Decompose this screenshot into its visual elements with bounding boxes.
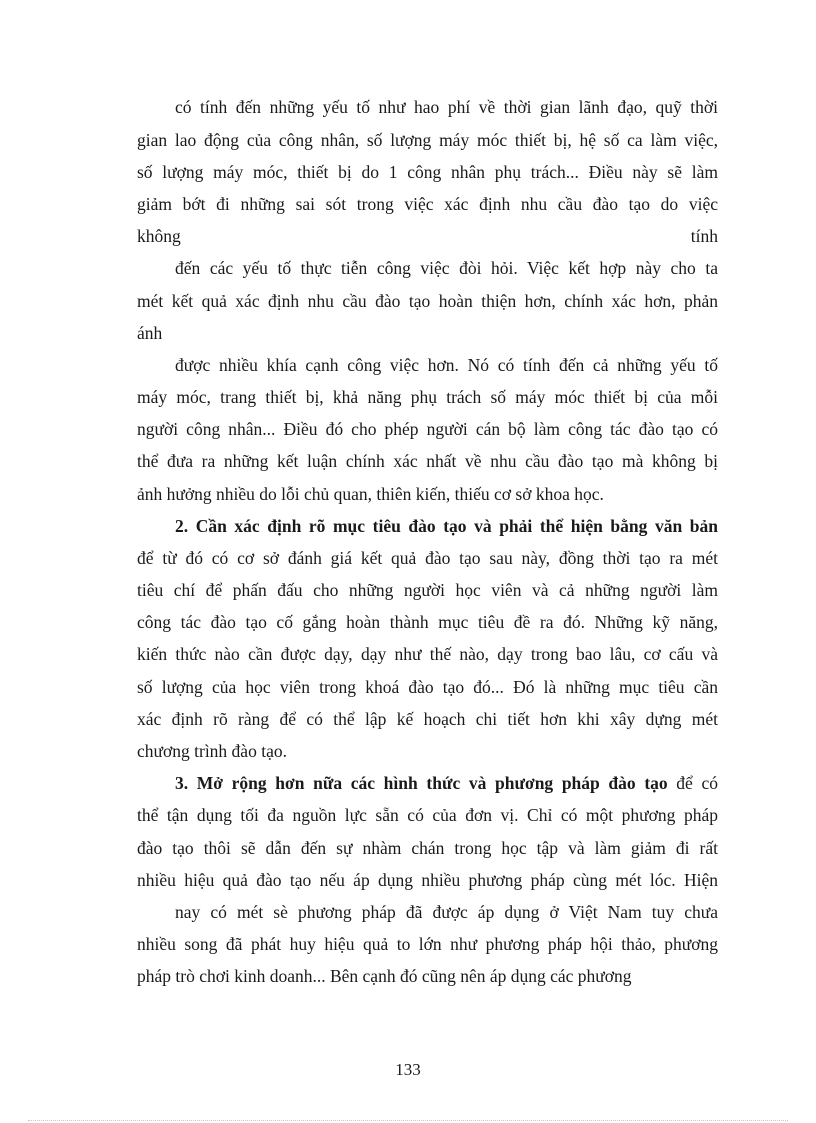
paragraph-line: nay có mét sè phương pháp đã được áp dụng ở Việt Nam tuy chưa: [175, 902, 718, 922]
paragraph-line: đến các yếu tố thực tiễn công việc đòi hỏi. Việc kết hợp này cho ta: [175, 258, 718, 278]
paragraph-line: thể tận dụng tối đa nguồn lực sẵn có của đơn vị. Chỉ có một phương pháp: [137, 805, 718, 825]
paragraph-line: số lượng của học viên trong khoá đào tạo đó... Đó là những mục tiêu cần: [137, 677, 718, 697]
paragraph-line: giảm bớt đi những sai sót trong việc xác định nhu cầu đào tạo do việc: [137, 194, 718, 214]
paragraph-line: số lượng máy móc, thiết bị do 1 công nhân phụ trách... Điều này sẽ làm: [137, 162, 718, 182]
paragraph-line: người công nhân... Điều đó cho phép người cán bộ làm công tác đào tạo có: [137, 419, 718, 439]
section-heading-3: [175, 772, 718, 794]
paragraph-line: nhiều song đã phát huy hiệu quả to lớn như phương pháp hội thảo, phương: [137, 934, 718, 954]
paragraph-line: pháp trò chơi kinh doanh... Bên cạnh đó cũng nên áp dụng các phương: [137, 966, 632, 986]
paragraph-line: mét kết quả xác định nhu cầu đào tạo hoàn thiện hơn, chính xác hơn, phản: [137, 291, 718, 311]
paragraph-line: ảnh hưởng nhiều do lỗi chủ quan, thiên kiến, thiếu cơ sở khoa học.: [137, 484, 604, 504]
paragraph-line: xác định rõ ràng để có thể lập kế hoạch chi tiết hơn khi xây dựng mét: [137, 709, 718, 729]
section-heading-3-rest: để có: [667, 773, 718, 793]
paragraph-line: tiêu chí để phấn đấu cho những người học viên và cả những người làm: [137, 580, 718, 600]
paragraph-line: được nhiều khía cạnh công việc hơn. Nó có tính đến cả những yếu tố: [175, 355, 718, 375]
section-heading-3-bold: 3. Mở rộng hơn nữa các hình thức và phương pháp đào tạo: [175, 773, 668, 793]
page-number: 133: [395, 1060, 421, 1079]
paragraph-line: công tác đào tạo cố gắng hoàn thành mục tiêu đề ra đó. Những kỹ năng,: [137, 612, 718, 632]
paragraph-line: ánh: [137, 323, 163, 343]
paragraph-line: đào tạo thôi sẽ dẫn đến sự nhàm chán trong học tập và làm giảm đi rất: [137, 838, 718, 858]
paragraph-line: gian lao động của công nhân, số lượng máy móc thiết bị, hệ số ca làm việc,: [137, 130, 718, 150]
paragraph-line: để từ đó có cơ sở đánh giá kết quả đào tạo sau này, đồng thời tạo ra mét: [137, 548, 718, 568]
paragraph-line: máy móc, trang thiết bị, khả năng phụ trách số máy móc thiết bị của mỗi: [137, 387, 718, 407]
paragraph-line: nhiều hiệu quả đào tạo nếu áp dụng nhiều phương pháp cùng mét lóc. Hiện: [137, 870, 718, 890]
paragraph-line: chương trình đào tạo.: [137, 741, 287, 761]
paragraph-line: thể đưa ra những kết luận chính xác nhất về nhu cầu đào tạo mà không bị: [137, 451, 718, 471]
paragraph-line: kiến thức nào cần được dạy, dạy như thế nào, dạy trong bao lâu, cơ cấu và: [137, 644, 718, 664]
paragraph-line: không tính: [137, 226, 718, 246]
page-bottom-divider: [28, 1120, 788, 1121]
section-heading-2: 2. Cần xác định rõ mục tiêu đào tạo và phải thể hiện bằng văn bản: [175, 516, 718, 536]
paragraph-line: có tính đến những yếu tố như hao phí về thời gian lãnh đạo, quỹ thời: [175, 97, 718, 117]
